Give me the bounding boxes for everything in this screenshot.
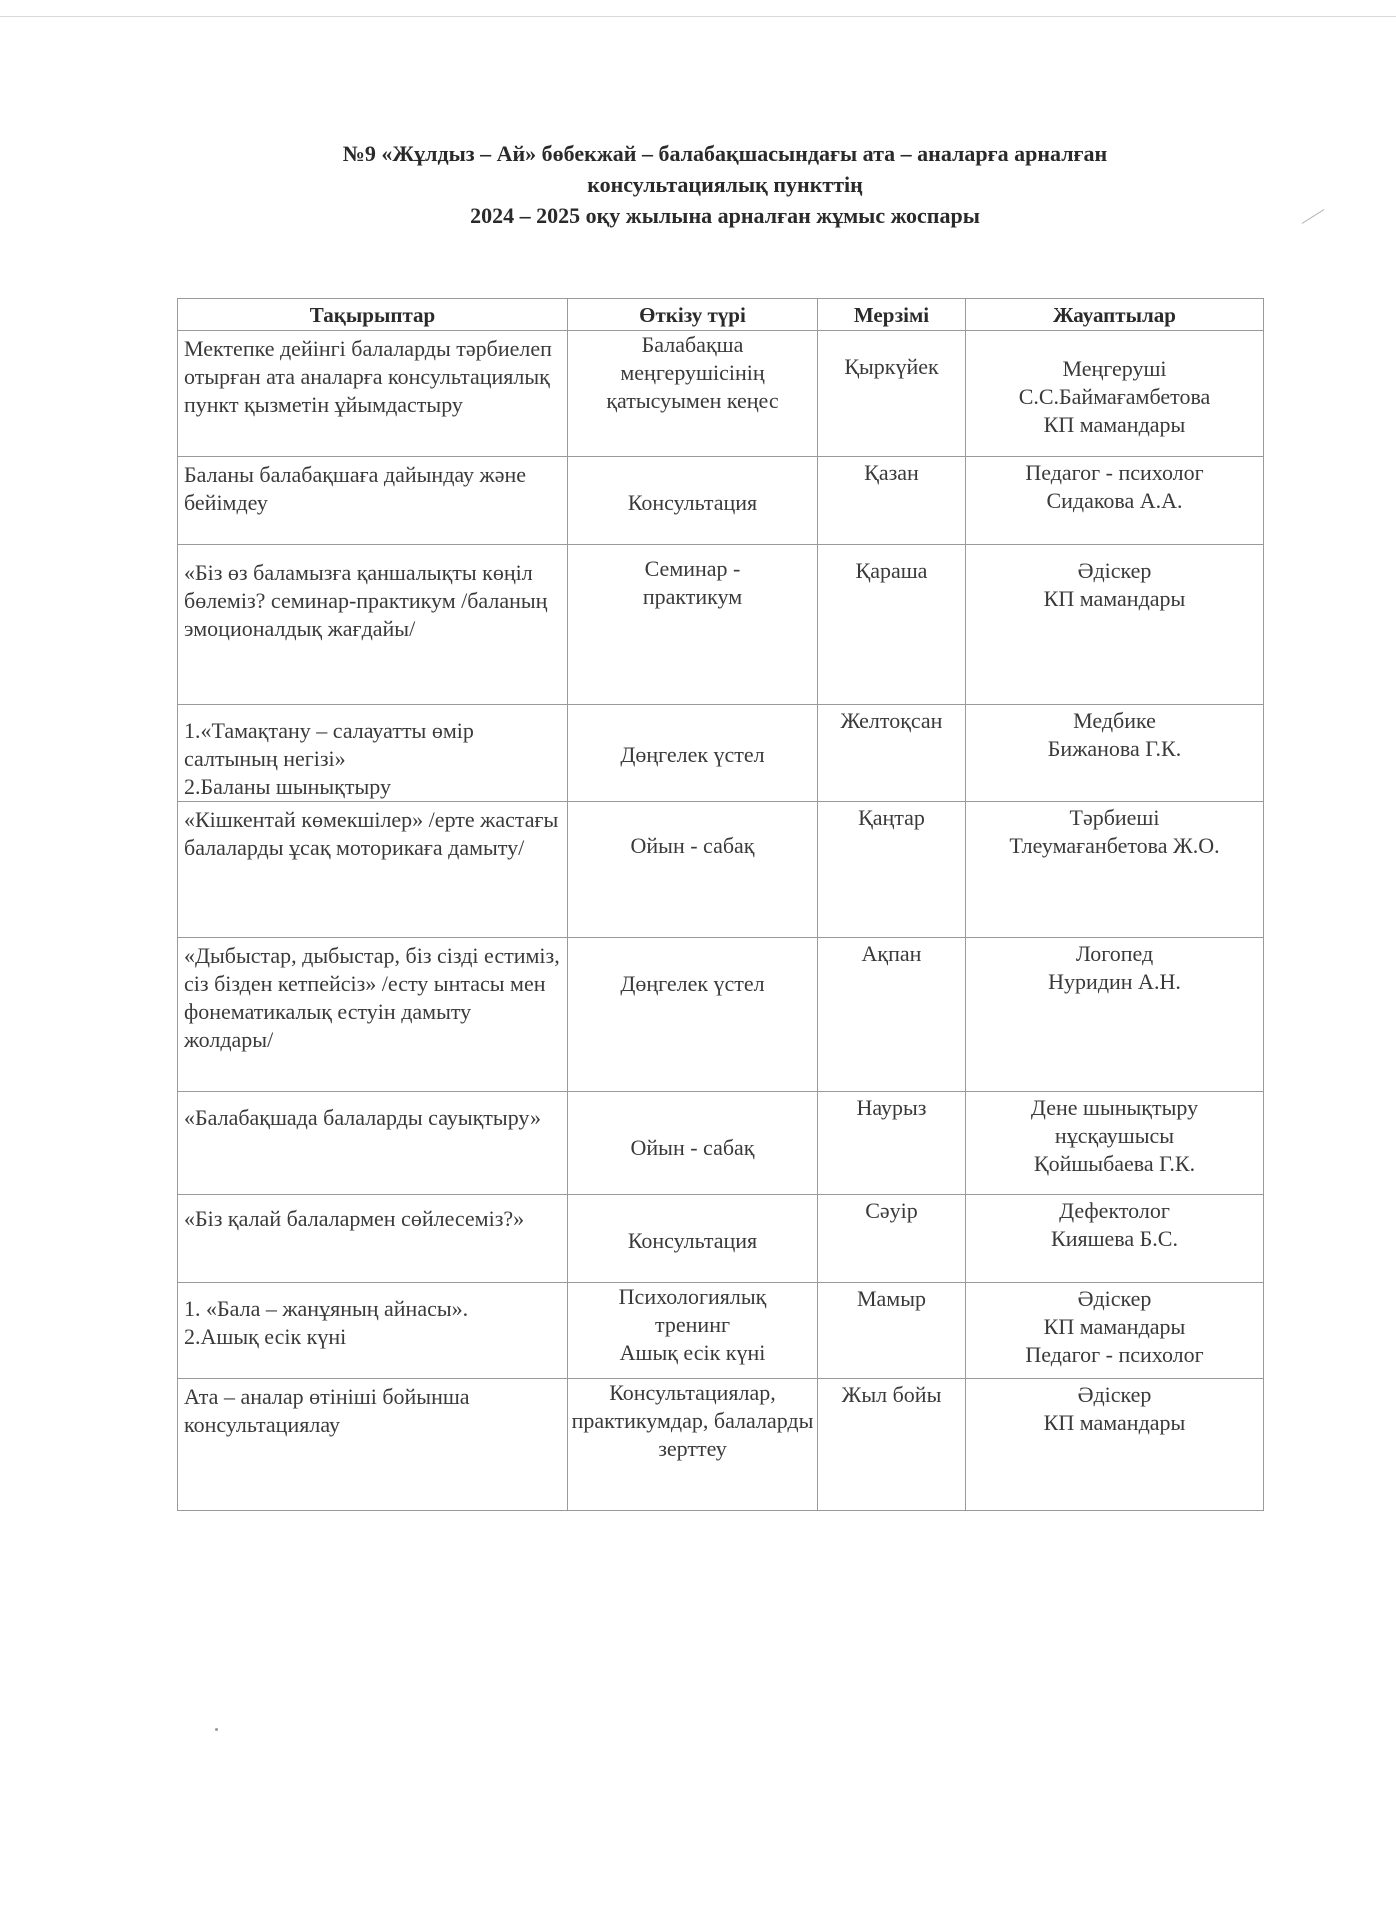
date-text: Қаңтар [858, 805, 925, 830]
form-text: Консультация [627, 1228, 758, 1253]
topic-text: «Балабақшада балаларды сауықтыру» [184, 1105, 541, 1130]
responsible-cell [966, 457, 1264, 545]
date-cell [818, 331, 966, 457]
form-text: Дөңгелек үстел [620, 971, 765, 996]
date-text: Қараша [855, 558, 928, 583]
form-text: Балабақша меңгерушісінің қатысуымен кеңес [606, 332, 779, 413]
topic-cell [178, 938, 568, 1092]
title-line-1: №9 «Жұлдыз – Ай» бөбекжай – балабақшасындағы ата – аналарға арналған [342, 141, 1108, 166]
header-form: Өткізу түрі [568, 299, 818, 331]
form-cell [568, 1283, 818, 1379]
form-text: Ойын - сабақ [630, 833, 755, 858]
form-cell [568, 1379, 818, 1511]
date-cell [818, 457, 966, 545]
form-cell [568, 705, 818, 802]
form-text: Консультация [627, 490, 758, 515]
table-row [178, 1092, 1264, 1195]
date-text: Ақпан [861, 941, 922, 966]
responsible-text: Әдіскер КП мамандары [1043, 1382, 1186, 1435]
form-text: Дөңгелек үстел [620, 742, 765, 767]
date-text: Қыркүйек [844, 354, 939, 379]
scan-edge [0, 16, 1396, 17]
topic-text: «Біз өз баламызға қаншалықты көңіл бөлеміз? семинар-практикум /баланың эмоционалдық жағдайы/ [184, 560, 548, 641]
date-cell [818, 938, 966, 1092]
topic-text: «Дыбыстар, дыбыстар, біз сізді естиміз, сіз бізден кетпейсіз» /есту ынтасы мен фонематикалық естуін дамыту жолдары/ [184, 943, 560, 1052]
form-cell [568, 457, 818, 545]
responsible-text: Меңгеруші С.С.Баймағамбетова КП мамандары [1018, 356, 1211, 437]
topic-text: 1. «Бала – жанұяның айнасы». 2.Ашық есік күні [184, 1296, 469, 1349]
date-cell [818, 802, 966, 938]
scan-speck [215, 1728, 218, 1731]
form-text: Семинар - практикум [642, 556, 743, 609]
date-cell [818, 1283, 966, 1379]
responsible-cell [966, 331, 1264, 457]
form-cell [568, 545, 818, 705]
form-cell [568, 802, 818, 938]
topic-cell [178, 1092, 568, 1195]
responsible-cell [966, 545, 1264, 705]
work-plan-table [177, 298, 1264, 1511]
responsible-cell [966, 705, 1264, 802]
topic-cell [178, 1379, 568, 1511]
form-text: Ойын - сабақ [630, 1135, 755, 1160]
topic-text: Баланы балабақшаға дайындау және бейімдеу [184, 462, 527, 515]
responsible-cell [966, 1283, 1264, 1379]
date-text: Желтоқсан [840, 708, 943, 733]
responsible-cell [966, 1195, 1264, 1283]
topic-cell [178, 545, 568, 705]
responsible-text: Дене шынықтыру нұсқаушысы Қойшыбаева Г.К. [1030, 1095, 1199, 1176]
title-line-2: консультациялық пункттің [587, 172, 863, 197]
date-cell [818, 545, 966, 705]
topic-cell [178, 1195, 568, 1283]
table-row [178, 1283, 1264, 1379]
table-row [178, 1379, 1264, 1511]
table-row [178, 545, 1264, 705]
form-cell [568, 331, 818, 457]
header-topics: Тақырыптар [178, 299, 568, 331]
date-text: Мамыр [856, 1286, 927, 1311]
form-cell [568, 938, 818, 1092]
topic-text: «Біз қалай балалармен сөйлесеміз?» [184, 1206, 525, 1231]
responsible-cell [966, 938, 1264, 1092]
responsible-text: Медбике Бижанова Г.К. [1047, 708, 1182, 761]
date-cell [818, 1379, 966, 1511]
responsible-text: Логопед Нуридин А.Н. [1048, 941, 1181, 994]
responsible-text: Дефектолог Кияшева Б.С. [1051, 1198, 1178, 1251]
topic-text: Ата – аналар өтініші бойынша консультациялау [184, 1384, 470, 1437]
table-row [178, 938, 1264, 1092]
responsible-cell [966, 1379, 1264, 1511]
header-responsible: Жауаптылар [966, 299, 1264, 331]
responsible-text: Әдіскер КП мамандары [1043, 558, 1186, 611]
date-text: Наурыз [856, 1095, 927, 1120]
date-cell [818, 705, 966, 802]
responsible-text: Тәрбиеші Тлеумағанбетова Ж.О. [1009, 805, 1220, 858]
date-text: Қазан [864, 460, 919, 485]
topic-cell [178, 457, 568, 545]
table-row [178, 802, 1264, 938]
topic-cell [178, 705, 568, 802]
table-row [178, 331, 1264, 457]
topic-text: 1.«Тамақтану – салауатты өмір салтының негізі» 2.Баланы шынықтыру [184, 718, 474, 799]
responsible-cell [966, 1092, 1264, 1195]
form-text: Психологиялық тренинг Ашық есік күні [618, 1284, 767, 1365]
document-title [160, 138, 1290, 231]
date-text: Жыл бойы [841, 1382, 942, 1407]
header-date: Мерзімі [818, 299, 966, 331]
form-cell [568, 1195, 818, 1283]
topic-cell [178, 1283, 568, 1379]
table-header-row [178, 299, 1264, 331]
date-cell [818, 1195, 966, 1283]
responsible-cell [966, 802, 1264, 938]
table-row [178, 1195, 1264, 1283]
topic-text: «Кішкентай көмекшілер» /ерте жастағы балаларды ұсақ моторикаға дамыту/ [184, 807, 559, 860]
form-cell [568, 1092, 818, 1195]
responsible-text: Педагог - психолог Сидакова А.А. [1025, 460, 1204, 513]
title-line-3: 2024 – 2025 оқу жылына арналған жұмыс жоспары [470, 203, 980, 228]
scan-mark [1302, 209, 1325, 224]
topic-cell [178, 802, 568, 938]
responsible-text: Әдіскер КП мамандары Педагог - психолог [1025, 1286, 1204, 1367]
form-text: Консультациялар, практикумдар, балаларды зерттеу [571, 1380, 814, 1461]
table-row [178, 457, 1264, 545]
table-row [178, 705, 1264, 802]
topic-text: Мектепке дейінгі балаларды тәрбиелеп отырған ата аналарға консультациялық пункт қызметін ұйымдастыру [184, 336, 552, 417]
date-text: Сәуір [865, 1198, 918, 1223]
date-cell [818, 1092, 966, 1195]
topic-cell [178, 331, 568, 457]
